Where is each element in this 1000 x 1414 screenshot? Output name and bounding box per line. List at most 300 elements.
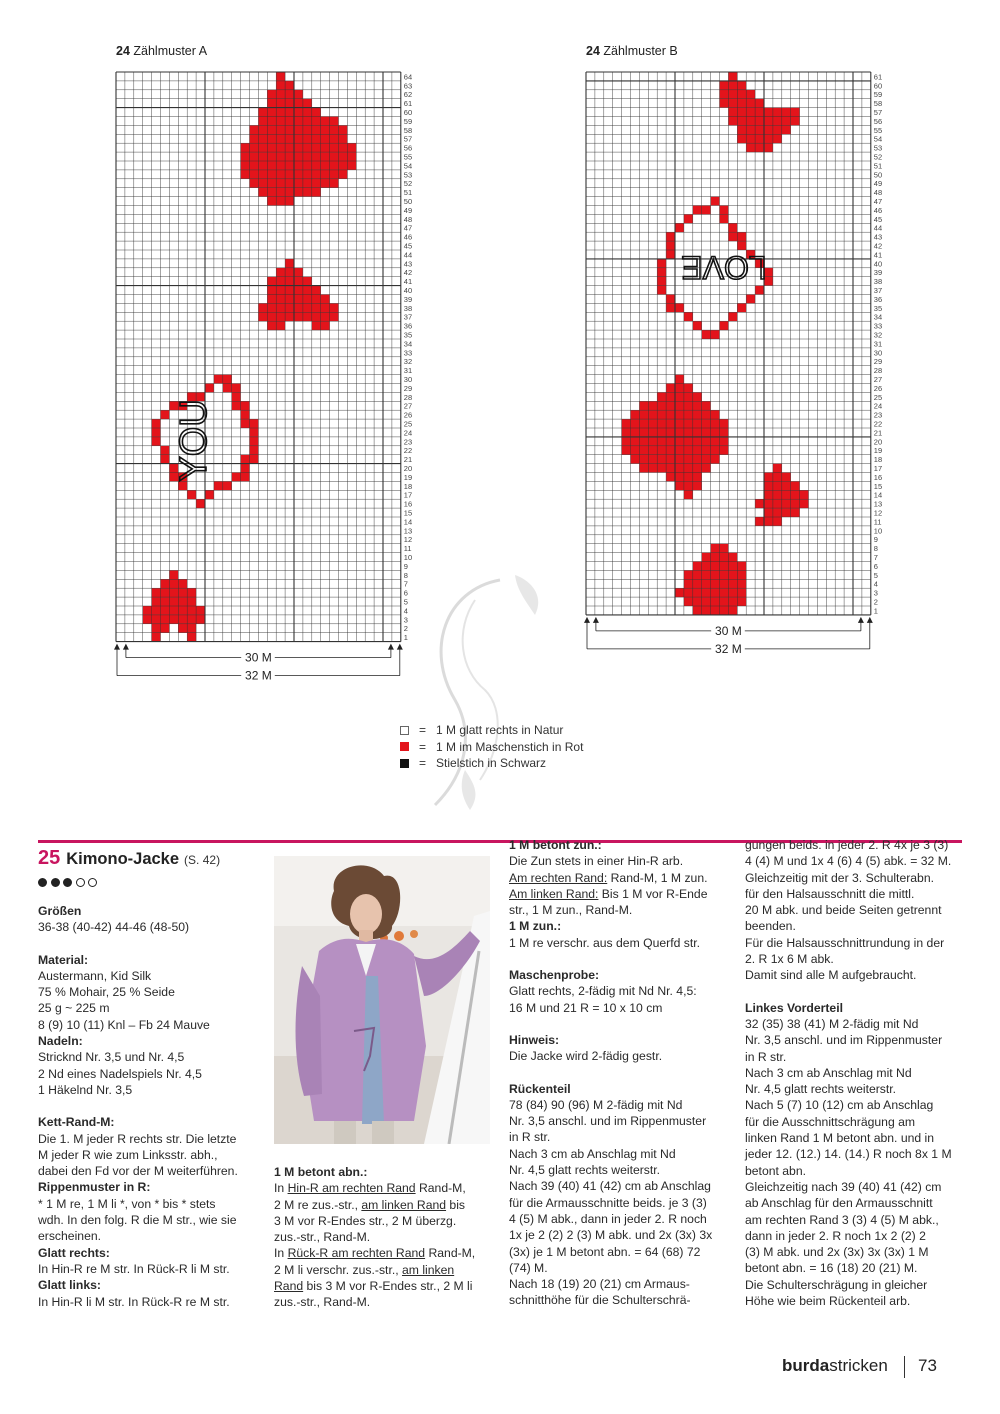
row-number: 24	[873, 401, 883, 411]
pattern-header	[38, 847, 220, 870]
width-label-30: 30 M	[715, 623, 742, 638]
row-number: 9	[403, 561, 408, 571]
row-number: 7	[873, 553, 878, 562]
heading-nadeln: Nadeln:	[38, 1034, 83, 1049]
row-number: 32	[873, 330, 883, 340]
difficulty-dot-filled	[63, 878, 72, 887]
row-number: 38	[403, 303, 413, 313]
red-cell	[675, 481, 702, 490]
row-number: 36	[403, 321, 413, 331]
red-cell	[666, 295, 675, 304]
difficulty-dot-empty	[88, 878, 97, 887]
legend-eq: =	[419, 739, 427, 754]
red-cell	[720, 81, 747, 90]
text-line: Am linken Rand: Bis 1 M vor R-Ende	[509, 886, 708, 901]
row-number: 40	[403, 286, 413, 295]
rueckenteil-text	[509, 1097, 739, 1309]
row-number: 36	[873, 294, 883, 304]
text-line: Nr. 3,5 anschl. und im Rippenmuster	[509, 1114, 707, 1129]
row-number: 12	[403, 535, 413, 545]
row-number: 49	[403, 205, 413, 215]
chart-a-number: 24	[116, 44, 130, 58]
difficulty-dot-empty	[76, 878, 85, 887]
red-cell	[657, 277, 666, 286]
row-number: 50	[873, 170, 883, 180]
text-line: In Hin-R li M str. In Rück-R re M str.	[38, 1294, 230, 1309]
row-number: 51	[873, 161, 883, 171]
text-line: 1x je 2 (2) 2 (3) M abk. und 2x (3x) 3x	[509, 1228, 713, 1243]
red-cell	[666, 384, 693, 393]
row-number: 20	[873, 437, 883, 447]
column-3	[509, 837, 739, 1309]
pattern-page-ref: (S. 42)	[184, 853, 221, 867]
red-cell	[720, 206, 729, 215]
red-cell	[728, 72, 737, 81]
row-number: 56	[403, 143, 413, 153]
text-line: dabei den Fd vor der M weiterführen.	[38, 1164, 238, 1179]
red-cell	[657, 268, 666, 277]
red-cell	[728, 223, 737, 232]
row-number: 33	[403, 348, 413, 358]
red-cell	[258, 303, 338, 312]
difficulty-dot-filled	[38, 878, 47, 887]
column-4-top-text	[745, 837, 970, 984]
row-number: 41	[403, 277, 413, 287]
red-cell	[250, 125, 348, 134]
legend-text: Stielstich in Schwarz	[436, 756, 547, 770]
chart-b-title-text: Zählmuster B	[603, 44, 678, 58]
footer-brand	[782, 1356, 888, 1376]
row-number: 61	[873, 72, 883, 82]
row-number: 63	[403, 81, 413, 91]
red-cell	[737, 134, 782, 143]
red-cell	[684, 579, 746, 588]
row-number: 59	[403, 116, 413, 126]
row-number: 28	[873, 366, 883, 376]
difficulty-dot-filled	[51, 878, 60, 887]
text-line: (74) M.	[509, 1260, 548, 1275]
text-line: für die Armausschnitte beids. je 3 (3)	[509, 1195, 707, 1210]
text-line: ab Anschlag für den Armausschnitt	[745, 1196, 933, 1211]
row-number: 17	[873, 464, 883, 473]
row-number: 43	[873, 232, 883, 242]
text-line: linken Rand 1 M betont abn. und in	[745, 1131, 935, 1146]
legend-text: 1 M glatt rechts in Natur	[436, 723, 564, 737]
row-number: 62	[403, 90, 413, 100]
red-cell	[241, 464, 250, 473]
red-cell	[720, 321, 729, 330]
column-2	[274, 1164, 499, 1311]
row-number: 45	[403, 241, 413, 251]
text-line: zus.-str., Rand-M.	[274, 1295, 371, 1310]
row-number: 10	[403, 553, 413, 562]
red-cell	[728, 312, 737, 321]
row-number: 16	[873, 472, 883, 482]
heading-kett-rand: Kett-Rand-M:	[38, 1115, 115, 1130]
row-number: 19	[873, 446, 883, 456]
heading-rueckenteil: Rückenteil	[509, 1081, 571, 1096]
red-cell	[684, 490, 693, 499]
text-line: 8 (9) 10 (11) Knl – Fb 24 Mauve	[38, 1017, 210, 1032]
row-number: 61	[403, 99, 413, 109]
text-line: betont abn. = 16 (18) 20 (21) M.	[745, 1261, 918, 1276]
row-number: 33	[873, 321, 883, 331]
watermark-logo	[405, 560, 575, 820]
row-number: 2	[403, 624, 408, 634]
row-number: 42	[873, 241, 883, 251]
red-cell	[205, 490, 214, 499]
text-line: 2. R 1x 6 M abk.	[745, 952, 834, 967]
row-number: 54	[403, 161, 413, 171]
row-number: 15	[403, 508, 413, 518]
row-number: 30	[403, 375, 413, 384]
red-cell	[684, 570, 746, 579]
row-number: 8	[873, 544, 878, 554]
red-cell	[258, 117, 338, 126]
row-number: 10	[873, 526, 883, 536]
brand-rest: stricken	[829, 1356, 888, 1375]
row-number: 44	[403, 250, 413, 260]
row-number: 60	[403, 108, 413, 117]
text-line: schnitthöhe für die Schulterschrä-	[509, 1293, 691, 1308]
row-number: 58	[873, 99, 883, 109]
red-cell	[250, 428, 259, 437]
red-cell	[666, 250, 675, 259]
red-cell	[161, 446, 170, 455]
row-number: 37	[873, 286, 883, 295]
red-cell	[711, 197, 720, 206]
text-line: Nach 5 (7) 10 (12) cm ab Anschlag	[745, 1098, 934, 1113]
red-cell	[187, 490, 196, 499]
red-cell	[258, 188, 320, 197]
legend	[400, 722, 583, 772]
row-number: 25	[403, 419, 413, 429]
row-number: 59	[873, 90, 883, 100]
text-line: 2 M li verschr. zus.-str., am linken	[274, 1262, 455, 1277]
row-number: 40	[873, 259, 883, 269]
text-line: wdh. In den folg. R die M str., wie sie	[38, 1213, 237, 1228]
row-number: 50	[403, 197, 413, 206]
red-cell	[267, 99, 312, 108]
text-line: Nr. 4,5 glatt rechts weiterstr.	[745, 1082, 897, 1097]
row-number: 24	[403, 428, 413, 438]
text-line: In Rück-R am rechten Rand Rand-M,	[274, 1246, 476, 1261]
red-cell	[187, 633, 196, 642]
text-line: 1 Häkelnd Nr. 3,5	[38, 1082, 133, 1097]
row-number: 44	[873, 223, 883, 233]
row-number: 7	[403, 579, 408, 589]
row-number: 29	[403, 383, 413, 393]
red-cell	[755, 517, 782, 526]
red-cell	[152, 588, 197, 597]
heading-glatt-rechts: Glatt rechts:	[38, 1245, 110, 1260]
row-number: 37	[403, 312, 413, 322]
word-outline-group	[173, 399, 215, 481]
red-cell	[250, 134, 348, 143]
row-number: 14	[403, 517, 413, 527]
text-line: str., 1 M zun., Rand-M.	[509, 903, 633, 918]
text-line: erscheinen.	[38, 1229, 102, 1244]
text-line: zus.-str., Rand-M.	[274, 1230, 371, 1245]
text-line: M jeder R wie zum Linksstr. abh.,	[38, 1147, 218, 1162]
row-number: 29	[873, 357, 883, 367]
heading-betont-abn: 1 M betont abn.:	[274, 1165, 368, 1179]
width-label-32: 32 M	[715, 641, 742, 656]
text-line: (3x) je 1 M betont abn. = 64 (68) 72	[509, 1244, 701, 1259]
chart-b-number: 24	[586, 44, 600, 58]
text-line: beenden.	[745, 919, 796, 934]
text-line: Für die Halsausschnittrundung in der	[745, 935, 945, 950]
red-cell	[161, 455, 170, 464]
red-cell	[143, 606, 205, 615]
red-cell	[737, 241, 746, 250]
red-cell	[267, 197, 294, 206]
red-cell	[684, 597, 746, 606]
red-cell	[764, 473, 791, 482]
row-number: 5	[873, 570, 878, 580]
row-number: 13	[873, 499, 883, 509]
row-number: 18	[873, 455, 883, 465]
text-line: Damit sind alle M aufgebraucht.	[745, 968, 917, 983]
row-number: 8	[403, 570, 408, 580]
red-cell	[250, 446, 259, 455]
row-number: 25	[873, 392, 883, 402]
heading-material: Material:	[38, 952, 89, 967]
text-line: (3) M abk. und 2x (3x) 3x (3x) 1 M	[745, 1245, 929, 1260]
row-number: 17	[403, 490, 413, 500]
row-number: 41	[873, 250, 883, 260]
width-label-32: 32 M	[245, 668, 272, 683]
text-line: Die 1. M jeder R rechts str. Die letzte	[38, 1131, 237, 1146]
legend-text: 1 M im Maschenstich in Rot	[436, 739, 584, 754]
text-line: für die Ausschnittschrägung am	[745, 1114, 916, 1129]
row-number: 11	[403, 544, 412, 554]
product-photo	[274, 856, 490, 1144]
row-number: 30	[873, 348, 883, 358]
row-number: 22	[873, 419, 883, 429]
row-number: 39	[873, 268, 883, 278]
page-number: 73	[918, 1356, 937, 1375]
legend-swatch-black	[400, 759, 409, 768]
red-cell	[675, 375, 684, 384]
text-line: gungen beids. in jeder 2. R 4x je 3 (3)	[745, 838, 949, 852]
text-line: in R str.	[745, 1049, 787, 1064]
row-number: 6	[873, 561, 878, 571]
row-number: 49	[873, 179, 883, 189]
text-line: dann in jeder 2. R noch 1x 2 (2) 2	[745, 1228, 926, 1243]
row-number: 47	[873, 197, 883, 206]
row-number: 39	[403, 294, 413, 304]
row-number: 20	[403, 464, 413, 473]
red-cell	[693, 606, 738, 615]
red-cell	[258, 108, 320, 117]
red-cell	[737, 303, 746, 312]
row-number: 52	[403, 179, 413, 189]
red-cell	[773, 464, 782, 473]
text-line: Nr. 4,5 glatt rechts weiterstr.	[509, 1163, 661, 1178]
brand-bold: burda	[782, 1356, 830, 1375]
text-line: * 1 M re, 1 M li *, von * bis * stets	[38, 1196, 216, 1211]
row-number: 21	[403, 455, 413, 465]
row-number: 53	[403, 170, 413, 180]
red-cell	[232, 392, 241, 401]
row-number: 14	[873, 490, 883, 500]
row-number: 1	[873, 606, 878, 616]
row-number: 27	[873, 375, 883, 384]
row-number: 15	[873, 481, 883, 491]
text-line: in R str.	[509, 1130, 551, 1145]
column-4	[745, 837, 970, 1309]
chart-a-title-text: Zählmuster A	[133, 44, 208, 58]
row-number: 2	[873, 597, 878, 607]
text-line: Glatt rechts, 2-fädig mit Nd Nr. 4,5:	[509, 984, 697, 999]
text-line: Höhe wie beim Rückenteil arb.	[745, 1294, 911, 1309]
text-line: 20 M abk. und beide Seiten getrennt	[745, 903, 942, 918]
row-number: 43	[403, 259, 413, 269]
row-number: 32	[403, 357, 413, 367]
row-number: 38	[873, 277, 883, 287]
red-cell	[720, 99, 765, 108]
row-number: 1	[403, 633, 408, 643]
text-line: 2 Nd eines Nadelspiels Nr. 4,5	[38, 1066, 202, 1081]
legend-item-rot	[400, 739, 583, 756]
row-number: 34	[403, 339, 413, 349]
row-number: 28	[403, 392, 413, 402]
text-groessen: 36-38 (40-42) 44-46 (48-50)	[38, 920, 190, 935]
red-cell	[152, 428, 161, 437]
row-number: 26	[403, 410, 413, 420]
heading-linkes-vorderteil: Linkes Vorderteil	[745, 1000, 843, 1015]
difficulty-rating	[38, 878, 101, 887]
red-cell	[684, 214, 693, 223]
row-number: 3	[403, 615, 408, 625]
text-line: 25 g ~ 225 m	[38, 1001, 110, 1016]
red-cell	[161, 579, 188, 588]
linkes-vorderteil-text	[745, 1016, 970, 1309]
red-cell	[675, 223, 684, 232]
red-cell	[143, 615, 205, 624]
row-number: 34	[873, 312, 883, 322]
row-number: 57	[403, 134, 413, 144]
red-cell	[250, 437, 259, 446]
row-number: 45	[873, 214, 883, 224]
text-line: Die Schulterschrägung in gleicher	[745, 1277, 928, 1292]
text-line: 16 M und 21 R = 10 x 10 cm	[509, 1000, 663, 1015]
red-cell	[241, 410, 250, 419]
footer-separator	[904, 1356, 905, 1378]
row-number: 48	[873, 188, 883, 198]
text-line: In Hin-R re M str. In Rück-R li M str.	[38, 1261, 230, 1276]
text-line: Nach 18 (19) 20 (21) cm Armaus-	[509, 1277, 690, 1292]
text-line: 32 (35) 38 (41) M 2-fädig mit Nd	[745, 1016, 919, 1031]
text-line: Am rechten Rand: Rand-M, 1 M zun.	[509, 870, 708, 885]
text-line: Nach 3 cm ab Anschlag mit Nd	[745, 1065, 912, 1080]
legend-swatch-red	[400, 742, 409, 751]
heading-betont-zun: 1 M betont zun.:	[509, 838, 602, 852]
row-number: 21	[873, 428, 883, 438]
text-line: 1 M re verschr. aus dem Querfd str.	[509, 935, 701, 950]
row-number: 26	[873, 383, 883, 393]
column-1	[38, 903, 263, 1310]
pattern-number: 25	[38, 847, 61, 869]
row-number: 53	[873, 143, 883, 153]
text-line: Die Jacke wird 2-fädig gestr.	[509, 1049, 663, 1064]
legend-item-natur	[400, 722, 583, 739]
text-line: Gleichzeitig mit der 3. Schulterabn.	[745, 870, 934, 885]
red-cell	[276, 268, 303, 277]
heading-groessen: Größen	[38, 904, 82, 918]
red-cell	[152, 437, 161, 446]
pattern-title: Kimono-Jacke	[66, 850, 180, 868]
text-line: betont abn.	[745, 1163, 806, 1178]
heading-hinweis: Hinweis:	[509, 1032, 560, 1047]
row-number: 4	[873, 579, 878, 589]
red-cell	[666, 241, 675, 250]
text-line: In Hin-R am rechten Rand Rand-M,	[274, 1181, 466, 1196]
text-line: jeder 12. (12.) 14. (14.) R noch 8x 1 M	[745, 1147, 952, 1162]
row-number: 23	[403, 437, 413, 447]
red-cell	[746, 143, 773, 152]
row-number: 54	[873, 134, 883, 144]
red-cell	[267, 295, 329, 304]
row-number: 4	[403, 606, 408, 616]
legend-swatch-white	[400, 726, 409, 735]
row-number: 13	[403, 526, 413, 536]
red-cell	[666, 232, 675, 241]
red-cell	[720, 214, 729, 223]
row-number: 6	[403, 588, 408, 598]
text-line: 2 M re zus.-str., am linken Rand bis	[274, 1197, 466, 1212]
row-number: 27	[403, 401, 413, 411]
text-line: Nach 3 cm ab Anschlag mit Nd	[509, 1146, 676, 1161]
text-line: für den Halsausschnitt die mittl.	[745, 886, 915, 901]
row-number: 31	[873, 339, 883, 349]
row-number: 31	[403, 366, 413, 376]
red-cell	[152, 597, 197, 606]
row-number: 51	[403, 188, 413, 198]
row-number: 9	[873, 535, 878, 545]
word-outline-group	[681, 250, 766, 286]
row-number: 18	[403, 481, 413, 491]
row-number: 23	[873, 410, 883, 420]
row-number: 55	[403, 152, 413, 162]
red-cell	[657, 286, 666, 295]
red-cell	[267, 277, 312, 286]
row-number: 22	[403, 446, 413, 456]
text-line: Stricknd Nr. 3,5 und Nr. 4,5	[38, 1050, 185, 1065]
red-cell	[161, 410, 170, 419]
row-number: 16	[403, 499, 413, 509]
text-line: 75 % Mohair, 25 % Seide	[38, 985, 175, 1000]
red-cell	[746, 295, 755, 304]
row-number: 58	[403, 125, 413, 135]
red-cell	[684, 312, 693, 321]
red-cell	[152, 419, 161, 428]
row-number: 47	[403, 223, 413, 233]
text-line: Die Zun stets in einer Hin-R arb.	[509, 854, 684, 869]
red-cell	[258, 312, 338, 321]
red-cell	[764, 490, 809, 499]
row-number: 42	[403, 268, 413, 278]
row-number: 3	[873, 588, 878, 598]
red-cell	[196, 499, 205, 508]
red-cell	[178, 481, 187, 490]
red-cell	[169, 570, 178, 579]
text-line: Nach 39 (40) 41 (42) cm ab Anschlag	[509, 1179, 711, 1194]
row-number: 56	[873, 116, 883, 126]
text-line: am rechten Rand 3 (3) 4 (5) M abk.,	[745, 1212, 939, 1227]
heading-zun: 1 M zun.:	[509, 919, 562, 934]
